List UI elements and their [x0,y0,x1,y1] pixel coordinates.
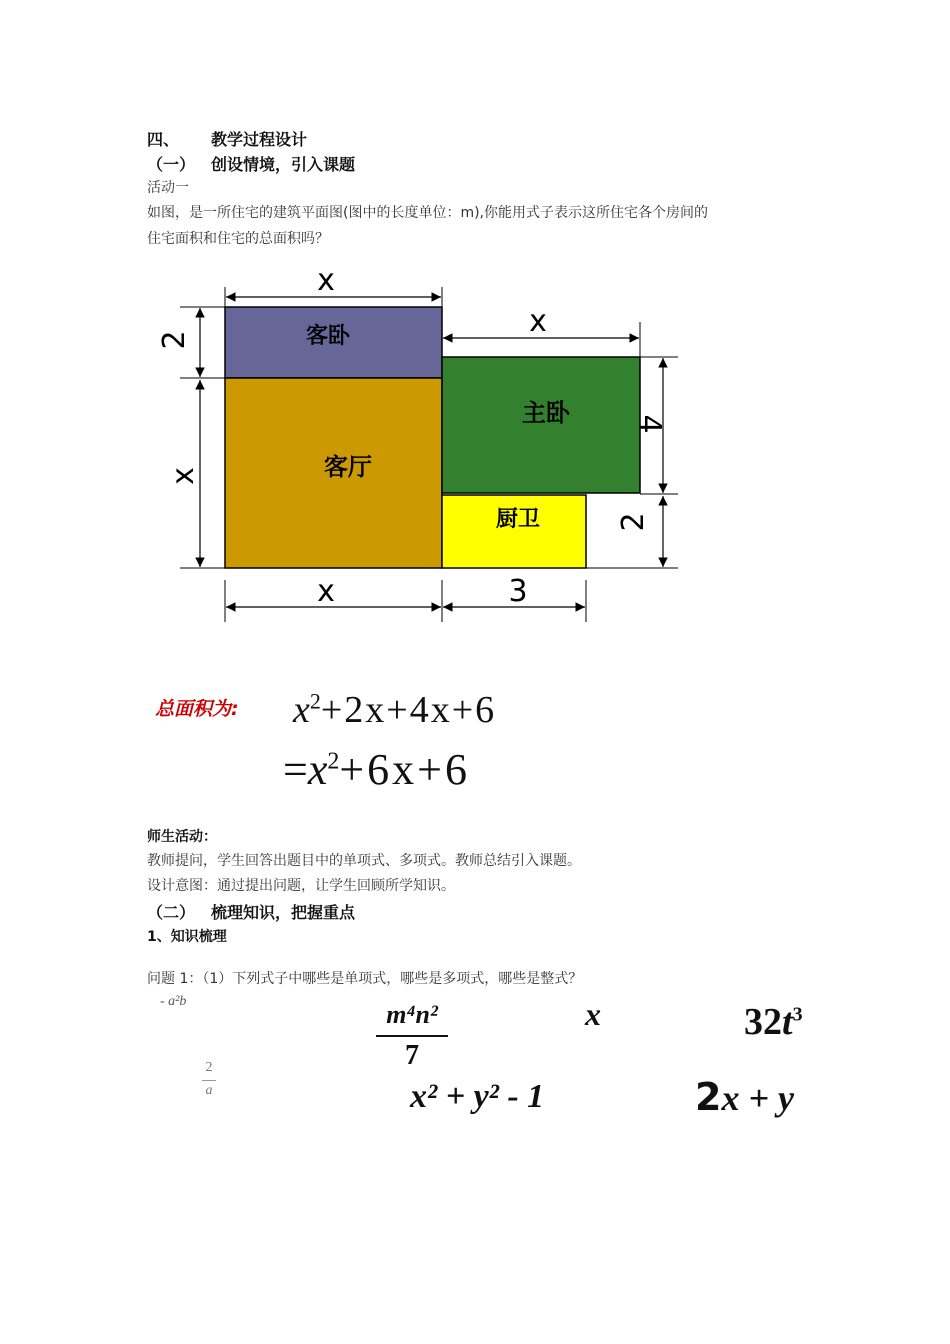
dim-living-height: x [166,467,201,485]
master-bedroom-label: 主卧 [522,399,570,427]
expr-32t3-coef: 32 [744,1001,782,1043]
expr-32t3-var: t [782,1001,793,1043]
intro-line-2: 住宅面积和住宅的总面积吗？ [147,231,329,247]
expr-x2-y2-minus-1: x² + y² - 1 [410,1078,545,1115]
total-area-line2-rest: +6x+6 [339,745,470,794]
section-title: 教学过程设计 [211,130,308,149]
question-1: 问题 1：（1）下列式子中哪些是单项式，哪些是多项式，哪些是整式？ [147,971,583,987]
part1-number: （一） [147,155,196,174]
knowledge-heading: 1、知识梳理 [147,929,227,945]
part2-title: 梳理知识，把握重点 [211,903,356,922]
dim-guest-height: 2 [157,330,192,350]
expr-2x-plus-y-rest: x + y [721,1078,794,1118]
expr-2x-plus-y-coef: 2 [695,1075,722,1119]
intro-line-1: 如图，是一所住宅的建筑平面图(图中的长度单位：m),你能用式子表示这所住宅各个房间的 [147,205,709,221]
expr-x: x [585,996,601,1032]
expr-m4n2-denominator: 7 [405,1040,419,1071]
dim-top-width: x [317,263,335,298]
section-number: 四、 [147,130,180,149]
expr-m4n2-numerator: m⁴n² [386,1000,438,1029]
activity-label: 活动一 [147,180,189,196]
activity-description: 教师提问，学生回答出题目中的单项式、多项式。教师总结引入课题。 [147,853,581,869]
dim-bottom-left: x [317,574,335,609]
part2-number: （二） [147,903,196,922]
total-area-line2-exp: 2 [327,748,340,775]
total-area-line1-exp: 2 [309,688,321,714]
floorplan-diagram [0,0,950,660]
part1-title: 创设情境，引入课题 [211,155,356,174]
living-room-label: 客厅 [324,453,372,481]
fraction-bar [376,1035,448,1037]
dim-master-height: 4 [632,414,667,434]
design-intent: 设计意图：通过提出问题，让学生回顾所学知识。 [147,878,455,894]
expr-2x-plus-y [695,1075,794,1119]
guest-bedroom-label: 客卧 [305,324,351,349]
total-area-line2-eq: = [283,745,308,794]
dim-kitchen-height: 2 [616,512,651,532]
total-area-line1-rest: +2x+4x+6 [320,689,497,731]
dim-right-top-width: x [529,304,547,339]
kitchen-bath-label: 厨卫 [495,507,541,532]
small-fraction-bar [202,1080,216,1081]
total-area-line-2 [283,744,470,795]
total-area-line2-var: x [307,745,328,794]
expr-neg-a2b: - a²b [160,994,187,1009]
expr-32t3-exp: 3 [792,1003,803,1026]
total-area-line-1 [293,688,496,732]
teacher-student-heading: 师生活动： [147,829,217,845]
dim-bottom-right: 3 [508,574,528,609]
expr-2-over-a-numerator: 2 [205,1060,213,1075]
total-area-label: 总面积为: [155,698,239,720]
expr-2-over-a-denominator: a [205,1083,213,1098]
total-area-line1-var: x [293,689,310,731]
expr-32t3 [744,1000,803,1044]
